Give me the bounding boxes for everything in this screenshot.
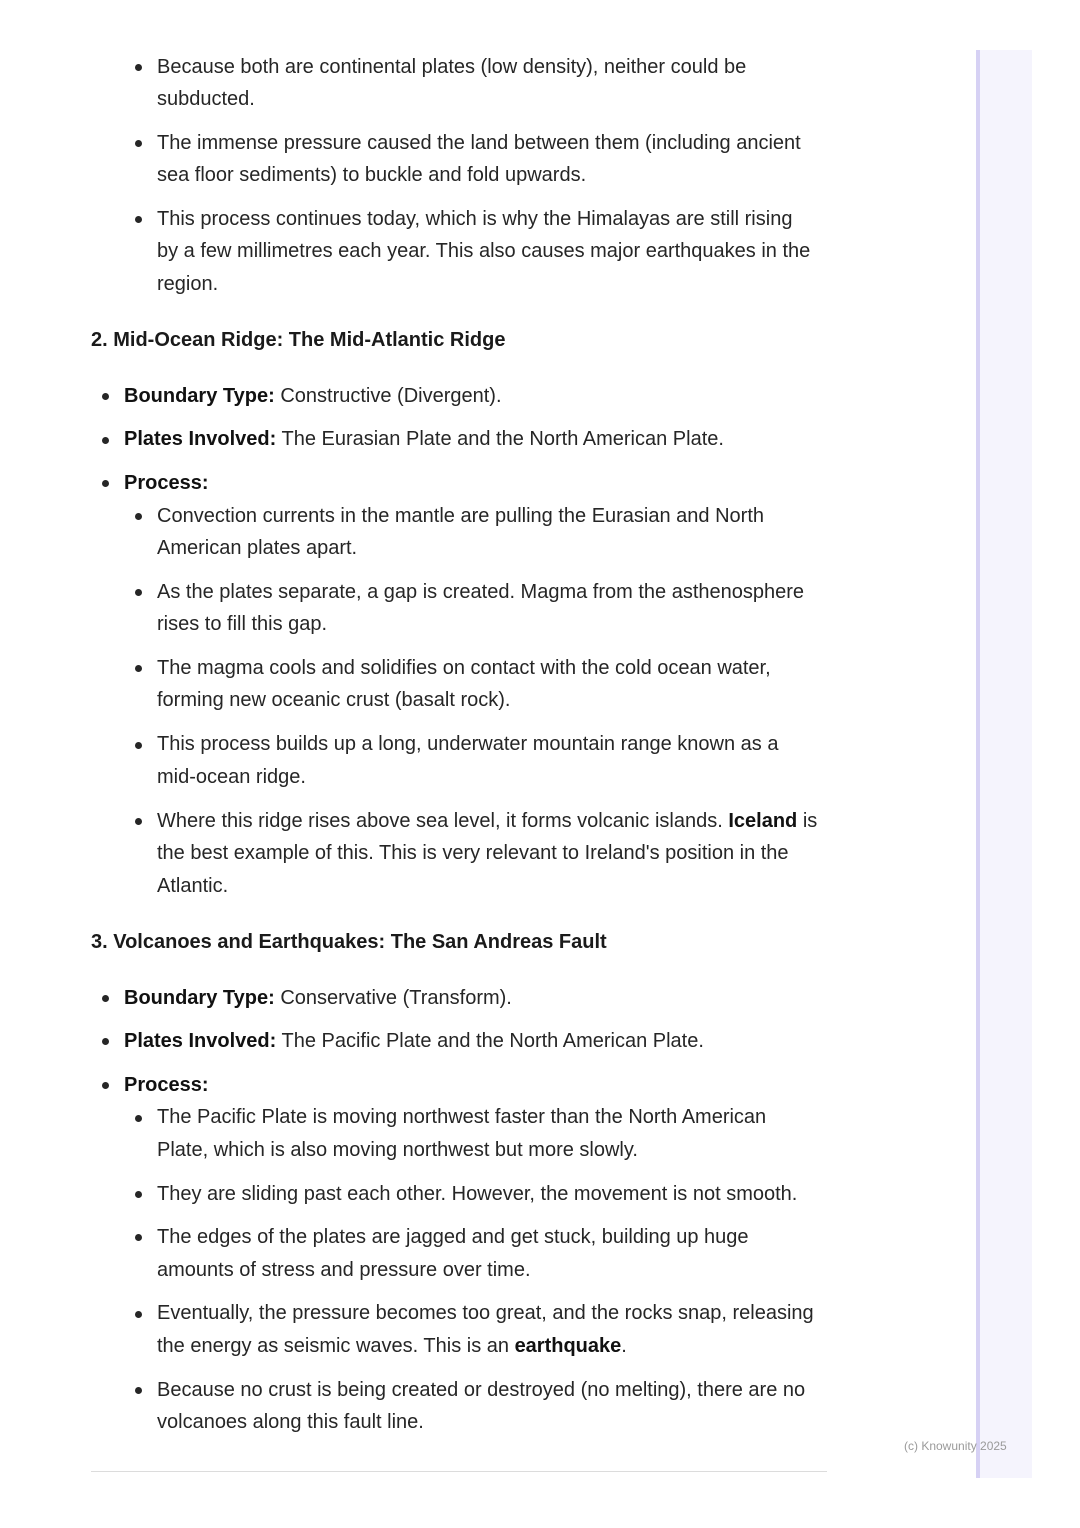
item-line: Eventually, the pressure becomes too great, and the rocks snap, releasing bbox=[157, 1302, 814, 1324]
bottom-divider bbox=[91, 1471, 827, 1472]
section-heading: 2. Mid-Ocean Ridge: The Mid-Atlantic Ridge bbox=[91, 329, 506, 351]
field-label: Plates Involved: bbox=[124, 1030, 277, 1052]
bullet-dot bbox=[135, 216, 142, 223]
plates-involved-line bbox=[124, 1025, 704, 1058]
field-value: Conservative (Transform). bbox=[274, 987, 512, 1009]
item-line: Convection currents in the mantle are pulling the Eurasian and North bbox=[157, 505, 765, 527]
bullet-dot bbox=[135, 665, 142, 672]
item-line: This process builds up a long, underwater mountain range known as a bbox=[157, 733, 779, 755]
field-label: Boundary Type: bbox=[124, 385, 275, 407]
boundary-type-line bbox=[124, 380, 502, 413]
item-line: As the plates separate, a gap is created. Magma from the asthenosphere bbox=[157, 581, 805, 603]
bullet-dot bbox=[102, 393, 109, 400]
copyright-notice: (c) Knowunity 2025 bbox=[904, 1439, 1007, 1453]
boundary-type-line bbox=[124, 982, 512, 1015]
item-line: rises to fill this gap. bbox=[157, 613, 328, 635]
process-line bbox=[124, 1069, 209, 1102]
field-value: The Eurasian Plate and the North American Plate. bbox=[276, 428, 724, 450]
item-line bbox=[157, 805, 817, 838]
bullet-dot bbox=[135, 589, 142, 596]
item-line: Atlantic. bbox=[157, 875, 229, 897]
process-line bbox=[124, 467, 209, 500]
item-line: American plates apart. bbox=[157, 537, 358, 559]
emphasis-text: earthquake bbox=[514, 1335, 622, 1357]
item-line: The Pacific Plate is moving northwest faster than the North American bbox=[157, 1106, 767, 1128]
plates-involved-line bbox=[124, 423, 724, 456]
item-line: by a few millimetres each year. This also causes major earthquakes in the bbox=[157, 240, 811, 262]
section-heading: 3. Volcanoes and Earthquakes: The San Andreas Fault bbox=[91, 931, 607, 953]
bullet-dot bbox=[135, 1234, 142, 1241]
side-panel bbox=[976, 50, 1032, 1478]
item-line: the best example of this. This is very relevant to Ireland's position in the bbox=[157, 842, 789, 864]
text-run: . bbox=[621, 1335, 627, 1357]
bullet-dot bbox=[135, 513, 142, 520]
item-line: The immense pressure caused the land between them (including ancient bbox=[157, 132, 801, 154]
item-line: forming new oceanic crust (basalt rock). bbox=[157, 689, 511, 711]
bullet-dot bbox=[102, 995, 109, 1002]
item-line: mid-ocean ridge. bbox=[157, 766, 306, 788]
item-line: The edges of the plates are jagged and get stuck, building up huge bbox=[157, 1226, 749, 1248]
bullet-dot bbox=[135, 64, 142, 71]
emphasis-text: Iceland bbox=[728, 810, 798, 832]
field-value: The Pacific Plate and the North American Plate. bbox=[276, 1030, 704, 1052]
item-line: Plate, which is also moving northwest but more slowly. bbox=[157, 1139, 638, 1161]
text-run: Where this ridge rises above sea level, it forms volcanic islands. bbox=[157, 810, 729, 832]
item-line: amounts of stress and pressure over time. bbox=[157, 1259, 531, 1281]
field-value: Constructive (Divergent). bbox=[274, 385, 502, 407]
item-line: This process continues today, which is why the Himalayas are still rising bbox=[157, 208, 793, 230]
bullet-dot bbox=[135, 1191, 142, 1198]
item-line: volcanoes along this fault line. bbox=[157, 1411, 424, 1433]
bullet-dot bbox=[135, 140, 142, 147]
bullet-dot bbox=[135, 742, 142, 749]
item-line: subducted. bbox=[157, 88, 255, 110]
bullet-dot bbox=[102, 1038, 109, 1045]
item-line: sea floor sediments) to buckle and fold upwards. bbox=[157, 164, 587, 186]
bullet-dot bbox=[102, 437, 109, 444]
item-line: The magma cools and solidifies on contact with the cold ocean water, bbox=[157, 657, 771, 679]
bullet-dot bbox=[135, 1387, 142, 1394]
item-line: region. bbox=[157, 273, 219, 295]
item-line: Because both are continental plates (low density), neither could be bbox=[157, 56, 747, 78]
bullet-dot bbox=[135, 818, 142, 825]
item-line: Because no crust is being created or destroyed (no melting), there are no bbox=[157, 1379, 806, 1401]
item-line: They are sliding past each other. However, the movement is not smooth. bbox=[157, 1183, 798, 1205]
field-label: Boundary Type: bbox=[124, 987, 275, 1009]
item-line bbox=[157, 1330, 627, 1363]
field-label: Process: bbox=[124, 472, 209, 494]
bullet-dot bbox=[102, 480, 109, 487]
bullet-dot bbox=[102, 1082, 109, 1089]
bullet-dot bbox=[135, 1311, 142, 1318]
field-label: Process: bbox=[124, 1074, 209, 1096]
text-run: is bbox=[797, 810, 818, 832]
bullet-dot bbox=[135, 1115, 142, 1122]
text-run: the energy as seismic waves. This is an bbox=[157, 1335, 515, 1357]
field-label: Plates Involved: bbox=[124, 428, 277, 450]
